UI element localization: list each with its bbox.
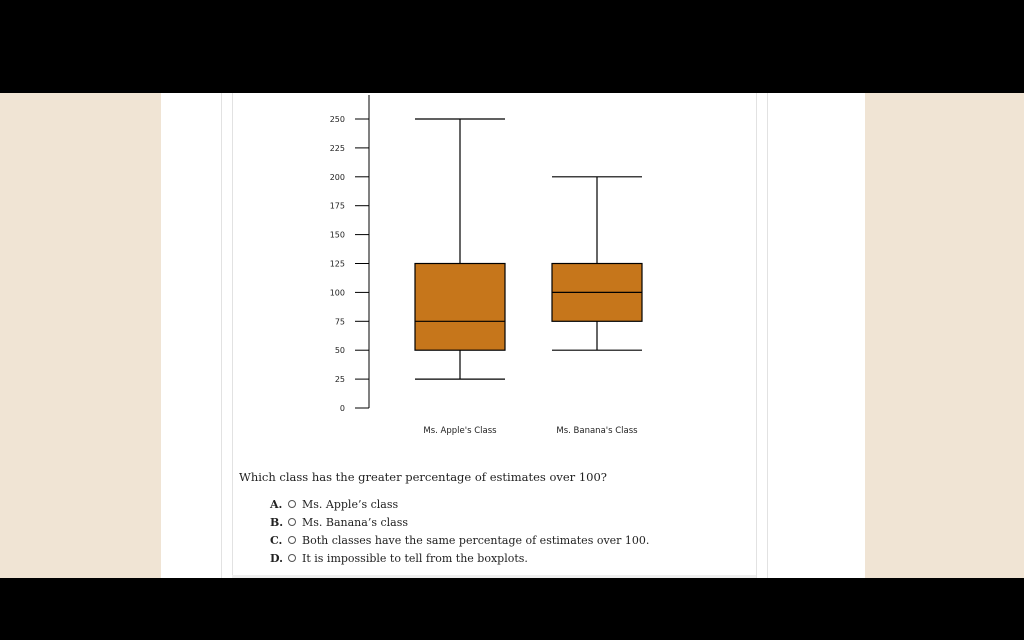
y-tick-label: 0: [339, 404, 345, 413]
option-label: Ms. Apple’s class: [302, 497, 399, 511]
y-tick-label: 250: [329, 115, 345, 124]
option-letter: A.: [270, 497, 283, 511]
option-a[interactable]: [270, 495, 649, 513]
option-letter: D.: [270, 551, 283, 565]
radio-button-icon[interactable]: [288, 536, 296, 544]
option-label: It is impossible to tell from the boxplots.: [302, 551, 528, 565]
y-tick-label: 225: [329, 143, 345, 153]
top-letterbox: [0, 0, 1024, 93]
option-label: Ms. Banana’s class: [302, 515, 408, 529]
y-tick-label: 50: [334, 346, 345, 356]
category-label: Ms. Apple's Class: [423, 426, 497, 436]
content-area: [0, 93, 1024, 578]
option-c[interactable]: [270, 531, 649, 549]
radio-button-icon[interactable]: [288, 518, 296, 526]
iqr-box: [415, 264, 505, 351]
option-letter: C.: [270, 533, 283, 547]
option-b[interactable]: [270, 513, 649, 531]
y-tick-label: 100: [329, 288, 345, 298]
bottom-letterbox: [0, 578, 1024, 640]
radio-button-icon[interactable]: [288, 500, 296, 508]
y-tick-label: 175: [329, 201, 345, 211]
radio-button-icon[interactable]: [288, 554, 296, 562]
option-letter: B.: [270, 515, 284, 529]
answer-options: [270, 495, 649, 567]
y-tick-label: 150: [329, 230, 345, 240]
y-tick-label: 200: [329, 172, 345, 182]
category-label: Ms. Banana's Class: [556, 426, 638, 436]
y-tick-label: 125: [329, 259, 345, 269]
option-label: Both classes have the same percentage of estimates over 100.: [302, 533, 650, 547]
y-tick-label: 75: [334, 317, 345, 327]
question-text: Which class has the greater percentage of estimates over 100?: [239, 470, 607, 484]
option-d[interactable]: [270, 549, 649, 567]
y-tick-label: 25: [334, 375, 345, 385]
